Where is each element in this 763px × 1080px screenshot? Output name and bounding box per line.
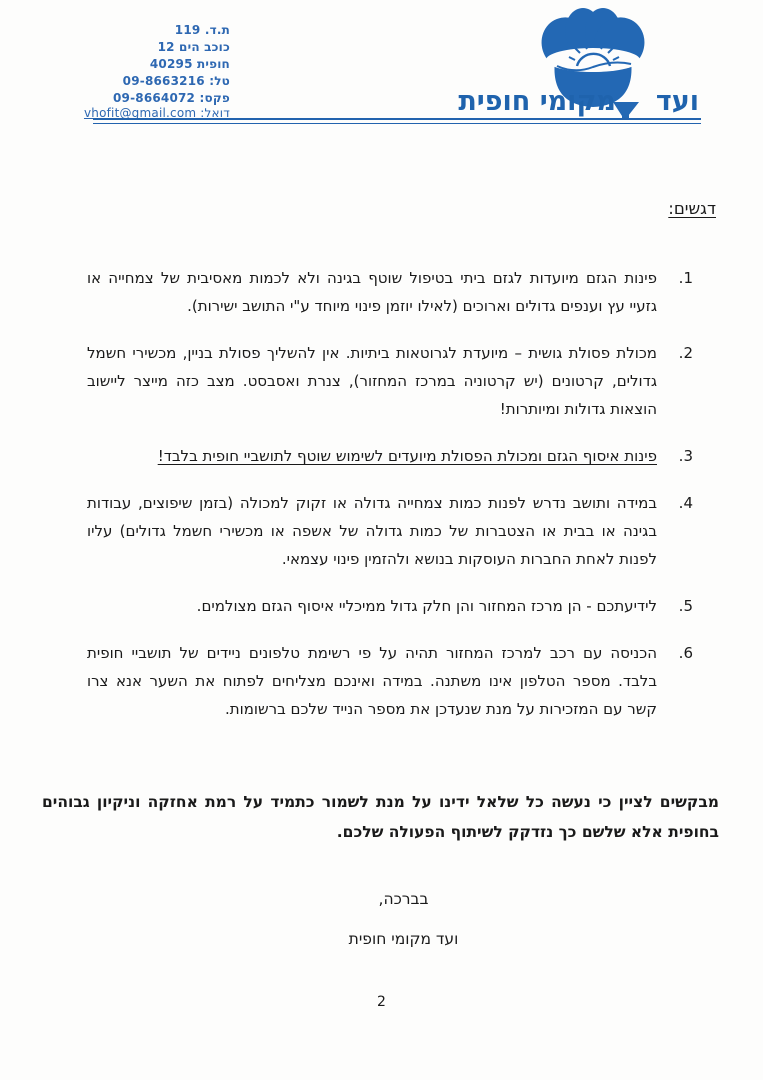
letterhead-divider [93,118,701,124]
org-name-rest: מקומי חופית [458,86,616,117]
contact-pobox: ת.ד. 119 [174,23,230,37]
org-name [458,86,699,117]
numbered-list [87,264,693,742]
list-item-number: 5. [678,597,693,615]
signoff-greeting: בברכה, [378,890,429,908]
contact-phone: טל: 09-8663216 [122,74,230,88]
list-item-number: 4. [678,494,693,512]
list-item [87,442,693,470]
list-item-number: 1. [678,269,693,287]
list-item-text: במידה ותושב נדרש לפנות כמות צמחייה גדולה או זקוק למכולה (בזמן שיפוצים, עבודות בגינה או בבית או הצטברות של כמות גדולה של אשפה או מכשירי חשמל גדולים) עליו לפנות לאחת החברות העוסקות בנושא ולהזמין פינוי עצמאי. [87,494,657,568]
list-item-number: 3. [678,447,693,465]
letterhead-contact-block [58,22,230,122]
list-item-number: 6. [678,644,693,662]
contact-email: דואל: vhofit@gmail.com [83,106,230,120]
signature-block [44,890,763,970]
list-item [87,339,693,423]
list-item-number: 2. [678,344,693,362]
org-name-word1: ועד [655,86,699,117]
list-item [87,264,693,320]
contact-city-zip: חופית 40295 [149,57,230,71]
list-item-text: לידיעתכם - הן מרכז המחזור והן חלק גדול ממיכליי איסוף הגזם מצולמים. [196,597,657,615]
contact-street: כוכב הים 12 [157,40,230,54]
page-number: 2 [377,994,386,1010]
list-item-text: פינות הגזם מיועדות לגזם ביתי בטיפול שוטף בגינה ולא לכמות מאסיבית של צמחייה או גזעיי עץ וענפים גדולים וארוכים (לאילו יוזמן פינוי מיוחד ע"י התושב ישירות). [87,269,657,315]
list-item-text: פינות איסוף הגזם ומכולת הפסולת מיועדים לשימוש שוטף לתושביי חופית בלבד! [157,447,657,465]
list-item-text: מכולת פסולת גושית – מיועדת לגרוטאות ביתיות. אין להשליך פסולת בניין, מכשירי חשמל גדולים, קרטונים (יש קרטוניה במרכז המחזור), צנרת ואסבסט. מצב כזה מייצר ליישוב הוצאות גדולות ומיותרות! [87,344,657,418]
section-heading: דגשים: [668,199,716,218]
closing-note: מבקשים לציין כי נעשה כל שלאל ידינו על מנת לשמור כתמיד על רמת אחזקה וניקיון גבוהים בחופית אלא שלשם כך נזדקק לשיתוף הפעולה שלכם. [42,793,719,841]
list-item [87,489,693,573]
list-item-text: הכניסה עם רכב למרכז המחזור תהיה על פי רשימת טלפונים ניידים של תושביי חופית בלבד. מספר הטלפון אינו משתנה. במידה ואינכם מצליחים לפתוח את השער אנא צרו קשר עם המזכירות על מנת שנעדכן את מספר הנייד שלכם ברשומות. [87,644,657,718]
contact-fax: פקס: 09-8664072 [112,91,230,105]
list-item [87,592,693,620]
signoff-org: ועד מקומי חופית [348,930,459,948]
list-item [87,639,693,723]
